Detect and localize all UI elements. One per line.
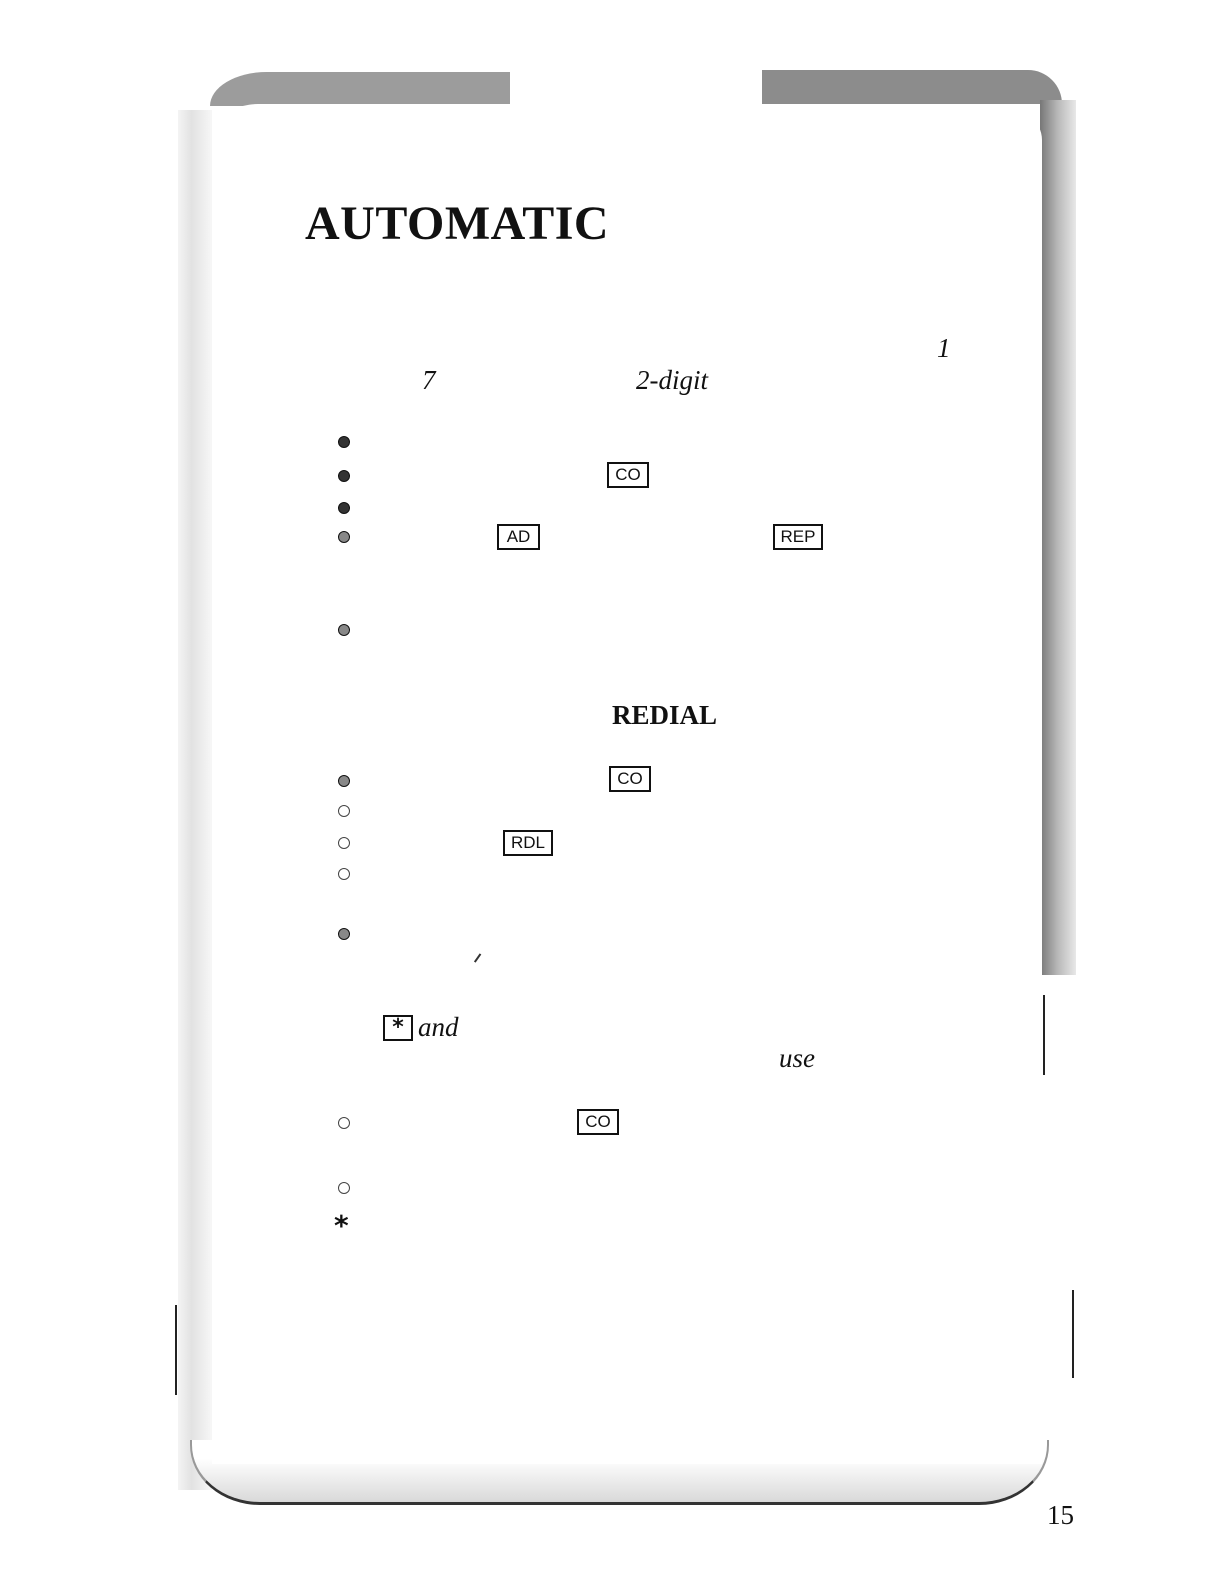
page-title: AUTOMATIC <box>305 197 610 250</box>
rep-key: REP <box>773 524 823 550</box>
bullet <box>338 470 350 482</box>
use-text: use <box>779 1043 815 1073</box>
page-frame-top-left-tab <box>210 72 510 106</box>
bullet <box>338 775 350 787</box>
co-key: CO <box>609 766 651 792</box>
bullet <box>338 928 350 940</box>
page-frame-top-right-tab <box>762 70 1062 104</box>
margin-rule <box>1043 995 1045 1075</box>
star-symbol: * <box>334 1209 349 1242</box>
bullet <box>338 805 350 817</box>
bullet <box>338 1182 350 1194</box>
page-frame-right-edge <box>1040 100 1076 975</box>
and-text: and <box>418 1012 459 1042</box>
page-number: 15 <box>1047 1500 1074 1530</box>
bullet <box>338 624 350 636</box>
bullet <box>338 868 350 880</box>
bullet <box>338 837 350 849</box>
margin-rule <box>175 1305 177 1395</box>
two-digit-text: 2-digit <box>636 365 708 395</box>
co-key: CO <box>607 462 649 488</box>
bullet <box>338 436 350 448</box>
numeral-one: 1 <box>937 333 951 363</box>
page-frame-left-edge <box>178 110 212 1490</box>
co-key: CO <box>577 1109 619 1135</box>
ad-key: AD <box>497 524 540 550</box>
section-heading-redial: REDIAL <box>612 700 718 730</box>
bullet <box>338 531 350 543</box>
numeral-seven: 7 <box>422 365 436 395</box>
rdl-key: RDL <box>503 830 553 856</box>
margin-rule <box>1072 1290 1074 1378</box>
bullet <box>338 502 350 514</box>
bullet <box>338 1117 350 1129</box>
star-key: * <box>383 1015 413 1041</box>
